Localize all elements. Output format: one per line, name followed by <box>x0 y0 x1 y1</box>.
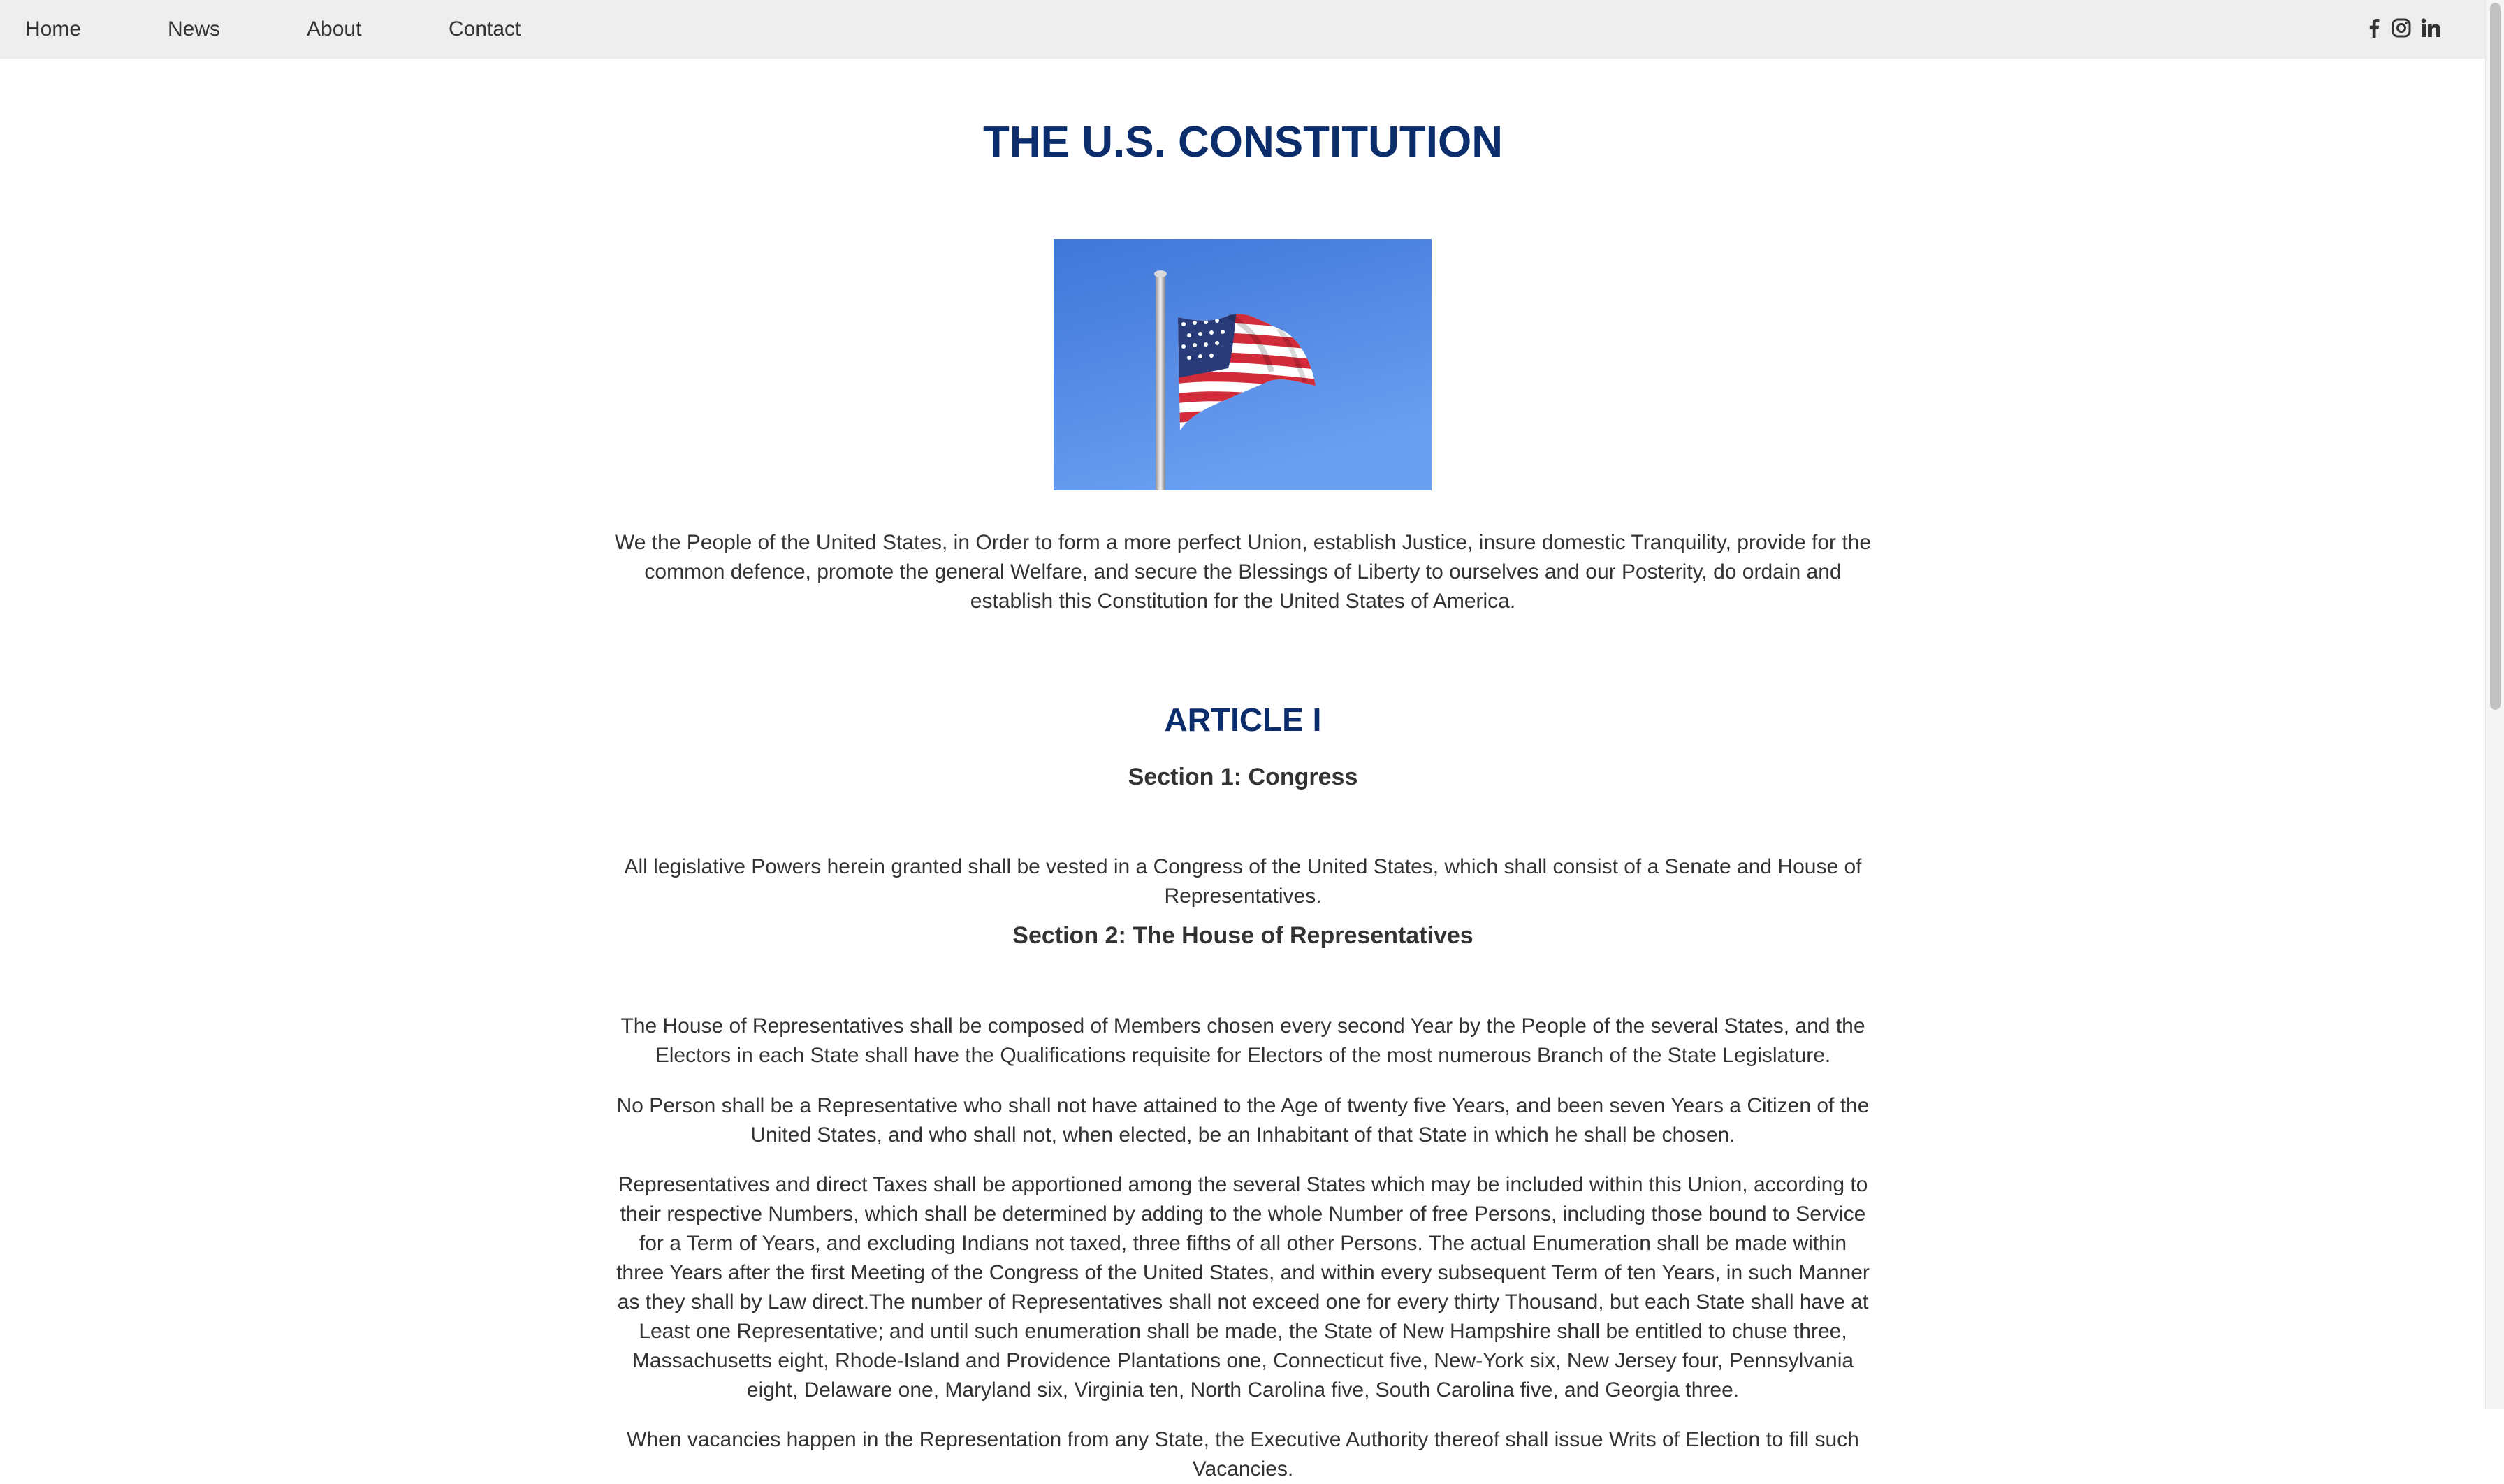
section-heading: Section 1: Congress <box>1128 764 1358 790</box>
section-heading: Section 2: The House of Representatives <box>1012 922 1473 949</box>
preamble-text: We the People of the United States, in Order to form a more perfect Union, establish Justice, insure domestic Tranquility, provide for the common defence, promote the general Welfare, and secure the Blessings of Liberty to ourselves and our Posterity, do ordain and establish this Constitution for the United States of America. <box>614 531 1872 613</box>
top-navbar <box>0 0 2485 59</box>
nav-home-link[interactable]: Home <box>25 17 82 41</box>
nav-about-link[interactable]: About <box>307 17 362 41</box>
scrollbar-thumb[interactable] <box>2490 3 2501 710</box>
section-paragraph: Representatives and direct Taxes shall be apportioned among the several States which may be included within this Union, according to their respective Numbers, which shall be determined by adding to the whole Number of free Persons, including those bound to Service for a Term of Years, and excluding Indians not taxed, three fifths of all other Persons. The actual Enumeration shall be made within three Years after the first Meeting of the Congress of the United States, and within every subsequent Term of ten Years, in such Manner as they shall by Law direct.The number of Representatives shall not exceed one for every thirty Thousand, but each State shall have at Least one Representative; and until such enumeration shall be made, the State of New Hampshire shall be entitled to chuse three, Massachusetts eight, Rhode-Island and Providence Plantations one, Connecticut five, New-York six, New Jersey four, Pennsylvania eight, Delaware one, Maryland six, Virginia ten, North Carolina five, South Carolina five, and Georgia three. <box>616 1173 1870 1402</box>
section-paragraph: The House of Representatives shall be composed of Members chosen every second Year by the People of the several States, and the Electors in each State shall have the Qualifications requisite for Electors of the most numerous Branch of the State Legislature. <box>620 1014 1865 1067</box>
instagram-icon[interactable] <box>2392 15 2411 41</box>
page-title: THE U.S. CONSTITUTION <box>983 118 1503 166</box>
article-heading: ARTICLE I <box>1164 701 1322 738</box>
vertical-scrollbar[interactable] <box>2485 0 2504 1409</box>
nav-contact-link[interactable]: Contact <box>449 17 521 41</box>
nav-news-link[interactable]: News <box>168 17 221 41</box>
facebook-icon[interactable] <box>2368 15 2380 41</box>
american-flag-photo <box>1054 239 1432 490</box>
section-paragraph: No Person shall be a Representative who shall not have attained to the Age of twenty five Years, and been seven Years a Citizen of the United States, and who shall not, when elected, be an Inhabitant of that State in which he shall be chosen. <box>616 1094 1870 1147</box>
section-paragraph: When vacancies happen in the Representation from any State, the Executive Authority thereof shall issue Writs of Election to fill such Vacancies. <box>627 1428 1859 1481</box>
section-paragraph: All legislative Powers herein granted shall be vested in a Congress of the United States, which shall consist of a Senate and House of Representatives. <box>624 855 1862 908</box>
linkedin-icon[interactable] <box>2421 15 2440 41</box>
